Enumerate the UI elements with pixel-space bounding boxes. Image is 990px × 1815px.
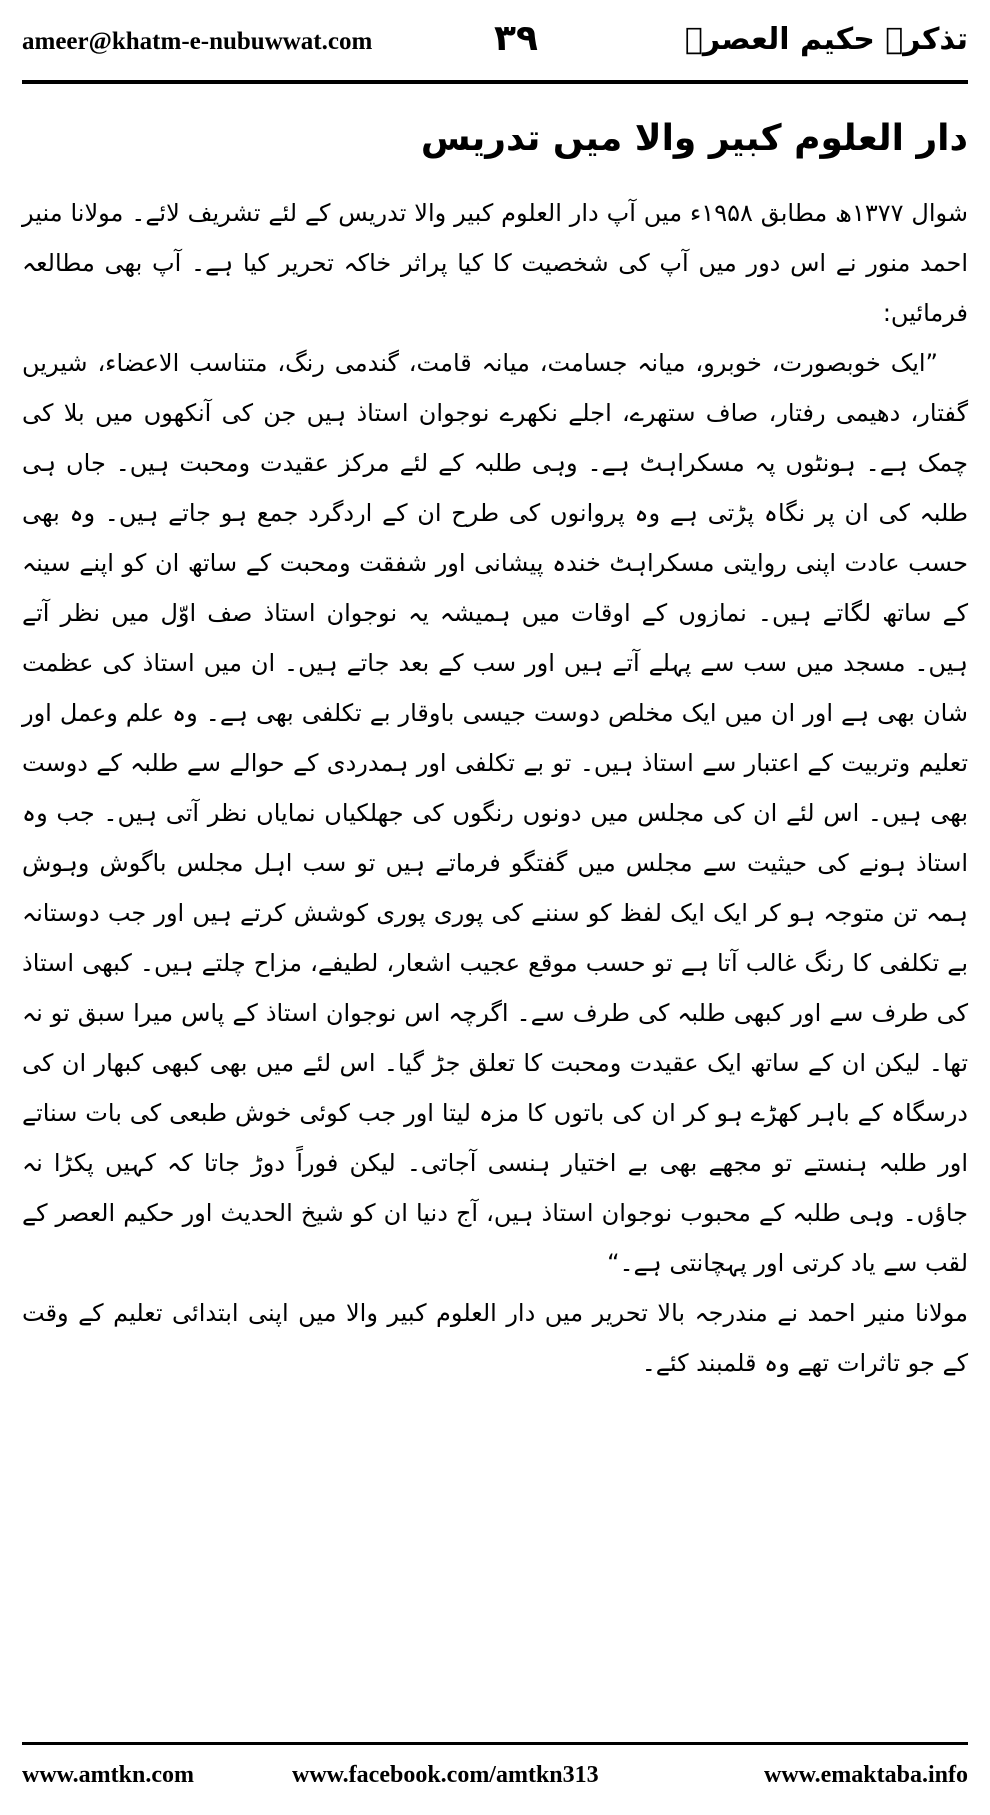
footer-divider [22,1742,968,1745]
book-title: تذکرہ حکیم العصرؒ [684,22,968,57]
footer-link-facebook[interactable]: www.facebook.com/amtkn313 [292,1762,599,1788]
body-text [22,188,968,1388]
footer-link-amtkn[interactable]: www.amtkn.com [22,1762,194,1788]
closing-paragraph: مولانا منیر احمد نے مندرجہ بالا تحریر میں دار العلوم کبیر والا میں اپنی ابتدائی تعلیم کے وقت کے جو تاثرات تھے وہ قلمبند کئے۔ [22,1299,968,1377]
page-number: ۳۹ [494,18,538,59]
footer-link-emaktaba[interactable]: www.emaktaba.info [763,1762,968,1788]
header-divider [22,80,968,84]
page-footer [22,1762,968,1798]
section-heading: دار العلوم کبیر والا میں تدریس [420,118,968,159]
intro-paragraph: شوال ۱۳۷۷ھ مطابق ۱۹۵۸ء میں آپ دار العلوم کبیر والا تدریس کے لئے تشریف لائے۔ مولانا منیر احمد منور نے اس دور میں آپ کی شخصیت کا کیا پراثر خاکہ تحریر کیا ہے۔ آپ بھی مطالعہ فرمائیں: [22,199,968,327]
page-header [22,14,968,76]
quote-paragraph: ”ایک خوبصورت، خوبرو، میانہ جسامت، میانہ قامت، گندمی رنگ، متناسب الاعضاء، شیریں گفتار، دھیمی رفتار، صاف ستھرے، اجلے نکھرے نوجوان استاذ ہیں جن کی آنکھوں میں بلا کی چمک ہے۔ ہونٹوں پہ مسکراہٹ ہے۔ وہی طلبہ کے لئے مرکز عقیدت ومحبت ہیں۔ جاں ہی طلبہ کی ان پر نگاہ پڑتی ہے وہ پروانوں کی طرح ان کے اردگرد جمع ہو جاتے ہیں۔ وہ بھی حسب عادت اپنی روایتی مسکراہٹ خندہ پیشانی اور شفقت ومحبت کے ساتھ ان کو اپنے سینہ کے ساتھ لگاتے ہیں۔ نمازوں کے اوقات میں ہمیشہ یہ نوجوان استاذ صف اوّل میں نظر آتے ہیں۔ مسجد میں سب سے پہلے آتے ہیں اور سب کے بعد جاتے ہیں۔ ان میں استاذ کی عظمت شان بھی ہے اور ان میں ایک مخلص دوست جیسی باوقار بے تکلفی بھی ہے۔ وہ علم وعمل اور تعلیم وتربیت کے اعتبار سے استاذ ہیں۔ تو بے تکلفی اور ہمدردی کے حوالے سے طلبہ کے دوست بھی ہیں۔ اس لئے ان کی مجلس میں دونوں رنگوں کی جھلکیاں نمایاں نظر آتی ہیں۔ جب وہ استاذ ہونے کی حیثیت سے مجلس میں گفتگو فرماتے ہیں تو سب اہل مجلس باگوش وہوش ہمہ تن متوجہ ہو کر ایک ایک لفظ کو سننے کی پوری پوری کوشش کرتے ہیں اور جب دوستانہ بے تکلفی کا رنگ غالب آتا ہے تو حسب موقع عجیب اشعار، لطیفے، مزاح چلتے ہیں۔ کبھی استاذ کی طرف سے اور کبھی طلبہ کی طرف سے۔ اگرچہ اس نوجوان استاذ کے پاس میرا سبق تو نہ تھا۔ لیکن ان کے ساتھ ایک عقیدت ومحبت کا تعلق جڑ گیا۔ اس لئے میں بھی کبھی کبھار ان کی درسگاہ کے باہر کھڑے ہو کر ان کی باتوں کا مزہ لیتا اور جب کوئی خوش طبعی کی بات سناتے اور طلبہ ہنستے تو مجھے بھی بے اختیار ہنسی آجاتی۔ لیکن فوراً دوڑ جاتا کہ کہیں پکڑا نہ جاؤں۔ وہی طلبہ کے محبوب نوجوان استاذ ہیں، آج دنیا ان کو شیخ الحدیث اور حکیم العصر کے لقب سے یاد کرتی اور پہچانتی ہے۔“ [22,349,968,1277]
header-email-link[interactable]: ameer@khatm-e-nubuwwat.com [22,28,373,55]
